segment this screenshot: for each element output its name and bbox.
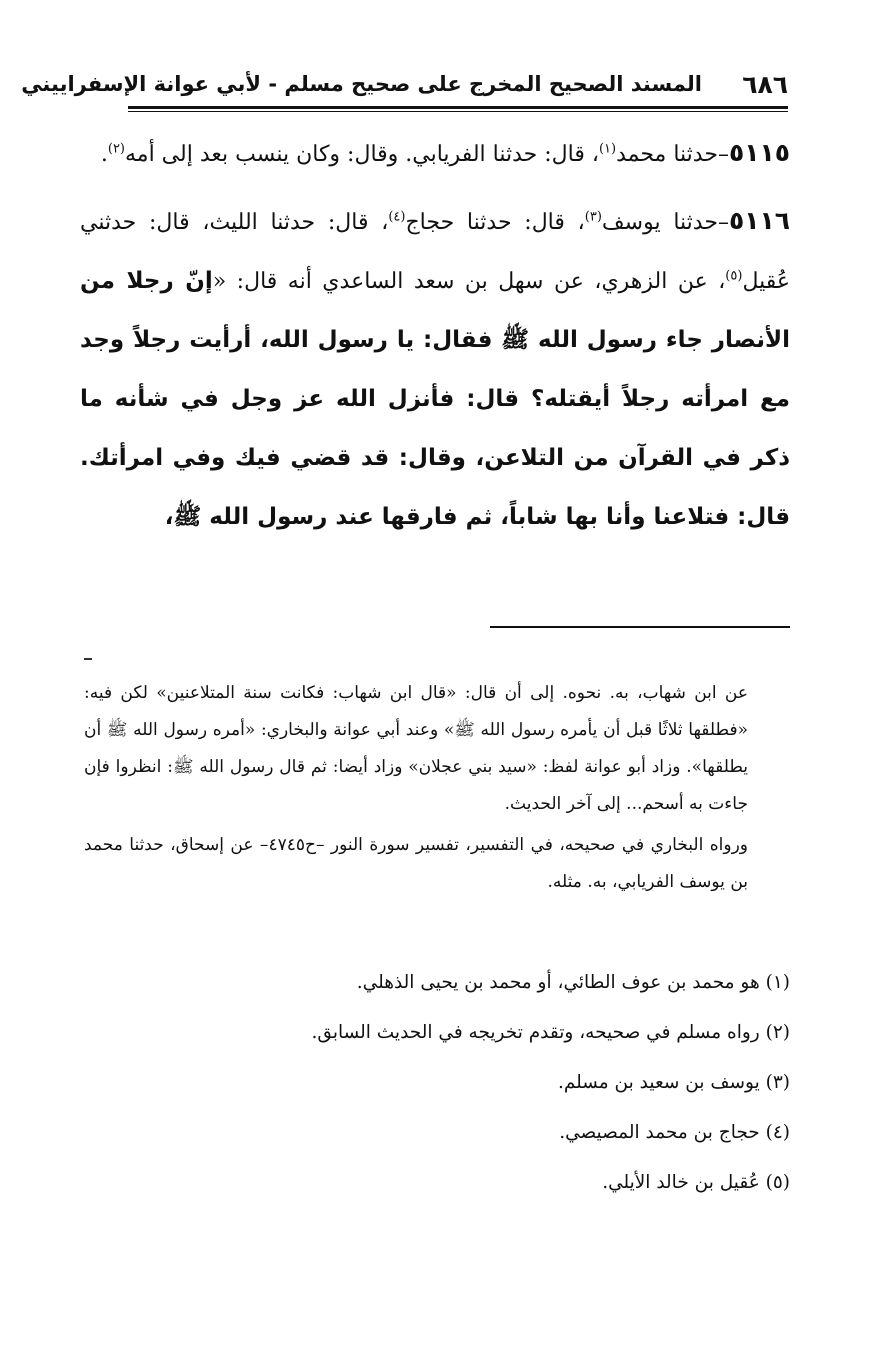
running-title: المسند الصحيح المخرج على صحيح مسلم - لأبي عوانة الإسفراييني [21,72,702,96]
hadith-text: . [100,142,108,167]
header-rule [128,106,788,112]
hadith-text: –حدثنا يوسف [601,210,729,235]
footnote-5: (٥) عُقيل بن خالد الأيلي. [602,1172,790,1193]
hadith-text: ، قال: حدثنا الفريابي. وقال: وكان ينسب بعد إلى أمه [125,142,599,167]
hadith-5115 [80,124,790,184]
footnote-ref: (٥) [725,268,743,284]
hadith-number: ٥١١٥ [728,138,790,167]
footnote-2: (٢) رواه مسلم في صحيحه، وتقدم تخريجه في الحديث السابق. [311,1022,790,1043]
hadith-text: ، قال: حدثنا حجاج [405,210,585,235]
hadith-5116 [80,192,790,547]
footnote-ref: (١) [598,141,617,157]
footnote-3: (٣) يوسف بن سعيد بن مسلم. [557,1072,790,1093]
hadith-text: –حدثنا محمد [616,142,729,167]
footnote-continuation [84,675,748,901]
hadith-quote: إنّ رجلا من الأنصار جاء رسول الله ﷺ فقال: يا رسول الله، أرأيت رجلاً وجد مع امرأته رجلاً أيقتله؟ قال: فأنزل الله عز وجل في شأنه ما ذكر في القرآن من التلاعن، وقال: قد قضي فيك وفي امرأتك. قال: فتلاعنا وأنا بها شاباً، ثم فارقها عند رسول الله ﷺ، [80,268,790,530]
footnote-1: (١) هو محمد بن عوف الطائي، أو محمد بن يحيى الذهلي. [356,972,790,993]
margin-mark [84,658,92,660]
continuation-paragraph: ورواه البخاري في صحيحه، في التفسير، تفسير سورة النور –ح٤٧٤٥– عن إسحاق، حدثنا محمد بن يوسف الفريابي، به. مثله. [84,835,748,892]
page-number: ٦٨٦ [742,70,788,99]
hadith-text: ، قال: حدثنا الليث، قال: حدثني عُقيل [80,210,790,294]
main-text [80,124,790,547]
footnote-ref: (٣) [584,209,602,225]
footnote-ref: (٤) [388,209,406,225]
continuation-paragraph: عن ابن شهاب، به. نحوه. إلى أن قال: «قال ابن شهاب: فكانت سنة المتلاعنين» لكن فيه: «فطلقها ثلاثًا قبل أن يأمره رسول الله ﷺ» وعند أبي عوانة والبخاري: «أمره رسول الله ﷺ أن يطلقها». وزاد أبو عوانة لفظ: «سيد بني عجلان» وزاد أيضا: ثم قال رسول الله ﷺ: انظروا فإن جاءت به أسحم... إلى آخر الحديث. [84,683,748,814]
running-header [21,70,788,106]
hadith-number: ٥١١٦ [728,206,790,235]
hadith-text: ، عن الزهري، عن سهل بن سعد الساعدي أنه قال: « [212,269,726,294]
footnote-4: (٤) حجاج بن محمد المصيصي. [559,1122,790,1143]
footnote-separator [490,626,790,628]
footnote-list [84,958,790,1208]
footnote-ref: (٢) [107,141,125,157]
